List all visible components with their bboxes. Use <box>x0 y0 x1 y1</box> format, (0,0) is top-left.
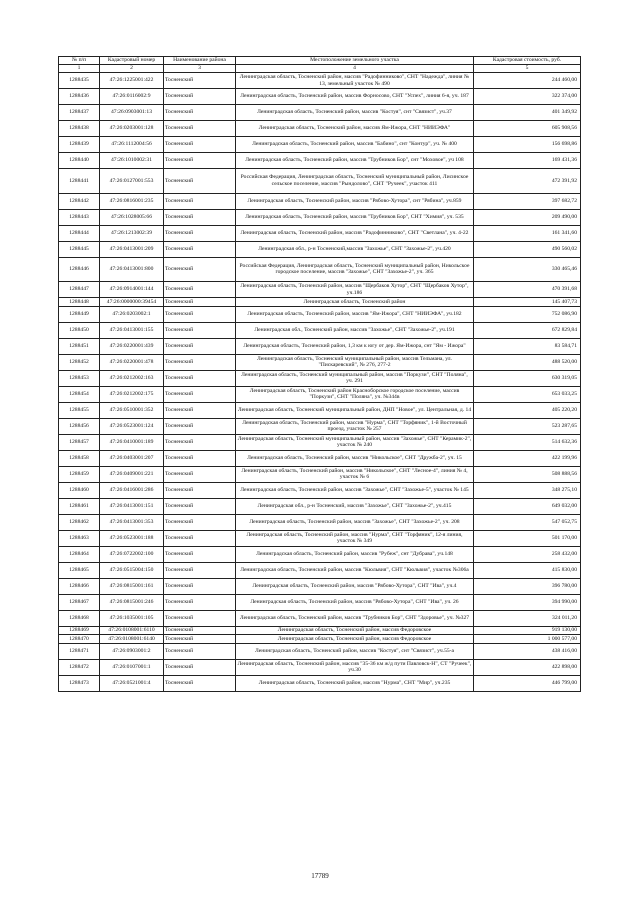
district-name: Тосненский <box>164 482 236 498</box>
table-row <box>59 578 581 594</box>
cadastral-value: 438 416,00 <box>474 643 581 659</box>
cadastral-value: 919 130,00 <box>474 626 581 635</box>
cadastral-value: 169 431,36 <box>474 153 581 169</box>
row-number: 1288456 <box>59 418 100 434</box>
table-row <box>59 530 581 546</box>
cadastral-number: 47:26:0410001:189 <box>100 434 164 450</box>
district-name: Тосненский <box>164 514 236 530</box>
district-name: Тосненский <box>164 546 236 562</box>
location: Ленинградская область, Тосненский район, массив "Рубеж", снт "Дубрава", уч.148 <box>236 546 474 562</box>
table-row <box>59 137 581 153</box>
district-name: Тосненский <box>164 402 236 418</box>
cadastral-number: 47:26:0416001:286 <box>100 482 164 498</box>
cadastral-value: 490 560,02 <box>474 241 581 257</box>
district-name: Тосненский <box>164 370 236 386</box>
cadastral-number: 47:26:0000000:39454 <box>100 298 164 307</box>
cadastral-value: 401 349,92 <box>474 105 581 121</box>
cadastral-value: 514 632,36 <box>474 434 581 450</box>
cadastral-value: 508 888,56 <box>474 466 581 482</box>
location: Российская Федерация, Ленинградская область, Тосненский муниципальный район, Никольское городское поселение, массив "Захожье", СНТ "Захожье-2", уч. 365 <box>236 257 474 282</box>
table-row <box>59 514 581 530</box>
location: Ленинградская область, Тосненский район, массив Федоровское <box>236 635 474 644</box>
cadastral-number: 47:26:0413001:155 <box>100 322 164 338</box>
row-number: 1288459 <box>59 466 100 482</box>
district-name: Тосненский <box>164 675 236 691</box>
row-number: 1288437 <box>59 105 100 121</box>
table-row <box>59 306 581 322</box>
location: Ленинградская область, Тосненский район, массив "Захожье", СНТ "Захожье-5", участок № 145 <box>236 482 474 498</box>
row-number: 1288468 <box>59 610 100 626</box>
table-row <box>59 193 581 209</box>
row-number: 1288457 <box>59 434 100 450</box>
district-name: Тосненский <box>164 418 236 434</box>
cadastral-value: 488 520,00 <box>474 354 581 370</box>
cadastral-number: 47:26:1028005:66 <box>100 209 164 225</box>
row-number: 1288454 <box>59 386 100 402</box>
table-row <box>59 354 581 370</box>
cadastral-value: 145 407,73 <box>474 298 581 307</box>
row-number: 1288461 <box>59 498 100 514</box>
location: Ленинградская область, Тосненский район <box>236 298 474 307</box>
district-name: Тосненский <box>164 635 236 644</box>
cadastral-value: 605 908,56 <box>474 121 581 137</box>
row-number: 1288453 <box>59 370 100 386</box>
table-row <box>59 434 581 450</box>
cadastral-number: 47:26:1213002:39 <box>100 225 164 241</box>
row-number: 1288450 <box>59 322 100 338</box>
row-number: 1288455 <box>59 402 100 418</box>
location: Ленинградская область, Тосненский район, массив "Радофинниково", СНТ "Надежда", линия № 13, земельный участок № 490 <box>236 73 474 89</box>
cadastral-number: 47:26:1112004:56 <box>100 137 164 153</box>
row-number: 1288443 <box>59 209 100 225</box>
row-number: 1288449 <box>59 306 100 322</box>
location: Ленинградская область, Тосненский район, массив "Захожье", СНТ "Захожье-2", уч. 208 <box>236 514 474 530</box>
cadastral-number: 47:26:0815001:161 <box>100 578 164 594</box>
district-name: Тосненский <box>164 659 236 675</box>
location: Ленинградская область, Тосненский район, массив "35-36 км ж/д пути Павловск-Н", СТ "Ручеек", уч.30 <box>236 659 474 675</box>
row-number: 1288472 <box>59 659 100 675</box>
district-name: Тосненский <box>164 257 236 282</box>
header-location: Местоположение земельного участка <box>236 57 474 65</box>
table-row <box>59 386 581 402</box>
cadastral-value: 649 032,00 <box>474 498 581 514</box>
cadastral-number: 47:26:1225001:422 <box>100 73 164 89</box>
cadastral-number: 47:26:0523001:124 <box>100 418 164 434</box>
table-row <box>59 209 581 225</box>
location: Ленинградская область, Тосненский район, массив "Нурма", СНТ "Торфяник", 12-я линия, участок № 349 <box>236 530 474 546</box>
location: Ленинградская область, Тосненский муниципальный район, массив "Захожье", СНТ "Керамик-2", участок № 240 <box>236 434 474 450</box>
row-number: 1288451 <box>59 338 100 354</box>
cadastral-number: 47:26:0108001:6110 <box>100 626 164 635</box>
location: Ленинградская область, Тосненский район, массив "Костуя", снт "Связист", уч.55-а <box>236 643 474 659</box>
table-row <box>59 402 581 418</box>
table-row <box>59 105 581 121</box>
district-name: Тосненский <box>164 121 236 137</box>
district-name: Тосненский <box>164 578 236 594</box>
cadastral-value: 324 011,20 <box>474 610 581 626</box>
location: Ленинградская область, Тосненский район, массив "Костуя", снт "Связист", уч.37 <box>236 105 474 121</box>
column-number: 5 <box>474 65 581 73</box>
row-number: 1288447 <box>59 282 100 298</box>
cadastral-value: 394 990,00 <box>474 594 581 610</box>
cadastral-number: 47:26:0816001:235 <box>100 193 164 209</box>
column-number: 4 <box>236 65 474 73</box>
district-name: Тосненский <box>164 562 236 578</box>
table-row <box>59 626 581 635</box>
cadastral-value-table <box>58 56 581 692</box>
table-row <box>59 121 581 137</box>
row-number: 1288464 <box>59 546 100 562</box>
row-number: 1288466 <box>59 578 100 594</box>
district-name: Тосненский <box>164 306 236 322</box>
cadastral-number: 47:26:0722002:100 <box>100 546 164 562</box>
district-name: Тосненский <box>164 338 236 354</box>
row-number: 1288458 <box>59 450 100 466</box>
column-number-row <box>59 65 581 73</box>
location: Ленинградская область, Тосненский муниципальный район, ДНП "Новое", ул. Центральная, д. 14 <box>236 402 474 418</box>
location: Ленинградская область, Тосненский район, массив "Нурма", СНТ "Мир", уч.235 <box>236 675 474 691</box>
column-number: 2 <box>100 65 164 73</box>
location: Ленинградская область, Тосненский район, массив "Бабино", снт "Контур", уч. № 400 <box>236 137 474 153</box>
location: Ленинградская область, Тосненский район, массив "Трубников Бор", снт "Моховое", уч 108 <box>236 153 474 169</box>
table-header-row <box>59 57 581 65</box>
district-name: Тосненский <box>164 322 236 338</box>
district-name: Тосненский <box>164 434 236 450</box>
table-row <box>59 450 581 466</box>
row-number: 1288467 <box>59 594 100 610</box>
district-name: Тосненский <box>164 298 236 307</box>
cadastral-value: 209 490,00 <box>474 209 581 225</box>
table-body <box>59 73 581 692</box>
row-number: 1288463 <box>59 530 100 546</box>
cadastral-value: 547 052,75 <box>474 514 581 530</box>
column-number: 1 <box>59 65 100 73</box>
row-number: 1288473 <box>59 675 100 691</box>
row-number: 1288470 <box>59 635 100 644</box>
district-name: Тосненский <box>164 643 236 659</box>
cadastral-value: 422 199,96 <box>474 450 581 466</box>
cadastral-value: 470 391,68 <box>474 282 581 298</box>
cadastral-value: 330 465,46 <box>474 257 581 282</box>
location: Ленинградская область, Тосненский район, массив "Щербаков Хутор", СНТ "Щербаков Хутор", уч.186 <box>236 282 474 298</box>
location: Ленинградская область, Тосненский муниципальный район, массив Тельмана, ул. "Пискаревский", № 276, 277-2 <box>236 354 474 370</box>
column-number: 3 <box>164 65 236 73</box>
row-number: 1288445 <box>59 241 100 257</box>
district-name: Тосненский <box>164 466 236 482</box>
cadastral-number: 47:26:1035001:105 <box>100 610 164 626</box>
cadastral-number: 47:26:0212002:163 <box>100 370 164 386</box>
table-row <box>59 322 581 338</box>
row-number: 1288465 <box>59 562 100 578</box>
district-name: Тосненский <box>164 594 236 610</box>
cadastral-number: 47:26:0220001:439 <box>100 338 164 354</box>
header-row-number: № п/п <box>59 57 100 65</box>
location: Ленинградская область, Тосненский район Красноборское городское поселение, массив "Поркузи", СНТ "Поляна", уч. №344в <box>236 386 474 402</box>
location: Ленинградская обл., р-н Тосненский, массив "Захожье", СНТ "Захожье-2", уч.415 <box>236 498 474 514</box>
cadastral-number: 47:26:0903001:2 <box>100 643 164 659</box>
table-row <box>59 153 581 169</box>
cadastral-number: 47:26:0515004:150 <box>100 562 164 578</box>
cadastral-value: 523 287,65 <box>474 418 581 434</box>
cadastral-value: 396 780,00 <box>474 578 581 594</box>
cadastral-number: 47:26:0521001:4 <box>100 675 164 691</box>
location: Ленинградская область, Тосненский район, массив "Рябово-Хутора", снт "Рябина", уч.859 <box>236 193 474 209</box>
cadastral-value: 415 830,00 <box>474 562 581 578</box>
cadastral-number: 47:26:0203002:1 <box>100 306 164 322</box>
cadastral-value: 156 698,86 <box>474 137 581 153</box>
location: Российская Федерация, Ленинградская область, Тосненский муниципальный район, Лисинское сельское поселение, массив "Рындолово", СНТ "Ручеек", участок 411 <box>236 169 474 194</box>
district-name: Тосненский <box>164 354 236 370</box>
cadastral-number: 47:26:0914001:144 <box>100 282 164 298</box>
row-number: 1288448 <box>59 298 100 307</box>
cadastral-number: 47:26:0413001:800 <box>100 257 164 282</box>
row-number: 1288462 <box>59 514 100 530</box>
cadastral-value: 472 391,92 <box>474 169 581 194</box>
location: Ленинградская область, Тосненский район, массив "Никольское", СНТ "Лесное-4", линия № 4, участок № 6 <box>236 466 474 482</box>
location: Ленинградская область, Тосненский район, массив "Нурма", СНТ "Торфяник", 1-й Восточный проезд, участок № 257 <box>236 418 474 434</box>
cadastral-number: 47:26:0203001:128 <box>100 121 164 137</box>
row-number: 1288438 <box>59 121 100 137</box>
location: Ленинградская область, Тосненский район, массив Форносово, СНТ "Успех", линия 6-я, уч. 187 <box>236 89 474 105</box>
cadastral-number: 47:26:0413001:353 <box>100 514 164 530</box>
table-row <box>59 225 581 241</box>
district-name: Тосненский <box>164 209 236 225</box>
district-name: Тосненский <box>164 386 236 402</box>
cadastral-number: 47:26:0403001:207 <box>100 450 164 466</box>
table-row <box>59 562 581 578</box>
row-number: 1288440 <box>59 153 100 169</box>
cadastral-value: 348 275,10 <box>474 482 581 498</box>
district-name: Тосненский <box>164 225 236 241</box>
cadastral-value: 161 341,60 <box>474 225 581 241</box>
location: Ленинградская область, Тосненский район, массив "Ям-Ижора", СНТ "НИИЭФА", уч.182 <box>236 306 474 322</box>
cadastral-value: 422 898,00 <box>474 659 581 675</box>
table-row <box>59 298 581 307</box>
cadastral-value: 446 799,00 <box>474 675 581 691</box>
row-number: 1288460 <box>59 482 100 498</box>
district-name: Тосненский <box>164 241 236 257</box>
table-row <box>59 257 581 282</box>
district-name: Тосненский <box>164 530 236 546</box>
cadastral-value: 244 460,00 <box>474 73 581 89</box>
row-number: 1288471 <box>59 643 100 659</box>
location: Ленинградская область, Тосненский район, 1,3 км к югу от дер. Ям-Ижора, снт "Ям - Ижора" <box>236 338 474 354</box>
row-number: 1288442 <box>59 193 100 209</box>
row-number: 1288446 <box>59 257 100 282</box>
table-row <box>59 610 581 626</box>
header-cadastral-number: Кадастровый номер <box>100 57 164 65</box>
district-name: Тосненский <box>164 193 236 209</box>
cadastral-number: 47:26:0523001:188 <box>100 530 164 546</box>
district-name: Тосненский <box>164 89 236 105</box>
district-name: Тосненский <box>164 610 236 626</box>
cadastral-value: 322 374,00 <box>474 89 581 105</box>
district-name: Тосненский <box>164 498 236 514</box>
location: Ленинградская обл., р-н Тосненский,массив "Захожье", СНТ "Захожье-2", уч.420 <box>236 241 474 257</box>
table-row <box>59 498 581 514</box>
district-name: Тосненский <box>164 73 236 89</box>
cadastral-value: 83 584,71 <box>474 338 581 354</box>
location: Ленинградская область, Тосненский район, массив "Кюльвия", СНТ "Кюльвия", участок №306а <box>236 562 474 578</box>
location: Ленинградская область, Тосненский район, массив "Рябово-Хутора", СНТ "Ива", уч.4 <box>236 578 474 594</box>
location: Ленинградская область, Тосненский муниципальный район, массив "Поркузи", СНТ "Поляна", уч. 291 <box>236 370 474 386</box>
table-row <box>59 659 581 675</box>
header-cadastral-value: Кадастровая стоимость, руб. <box>474 57 581 65</box>
table-row <box>59 89 581 105</box>
location: Ленинградская область, Тосненский район, массив "Рябово-Хутора", СНТ "Ива", уч. 26 <box>236 594 474 610</box>
district-name: Тосненский <box>164 282 236 298</box>
table-row <box>59 643 581 659</box>
row-number: 1288435 <box>59 73 100 89</box>
cadastral-number: 47:26:0903001:13 <box>100 105 164 121</box>
cadastral-number: 47:26:0220001:478 <box>100 354 164 370</box>
location: Ленинградская область, Тосненский район, массив "Никольское", СНТ "Дружба-2", уч. 15 <box>236 450 474 466</box>
table-row <box>59 338 581 354</box>
row-number: 1288452 <box>59 354 100 370</box>
cadastral-number: 47:26:0815001:246 <box>100 594 164 610</box>
location: Ленинградская область, Тосненский район, массив Федоровское <box>236 626 474 635</box>
row-number: 1288444 <box>59 225 100 241</box>
location: Ленинградская область, Тосненский район, массив "Трубников Бор", СНТ "Химия", уч. 535 <box>236 209 474 225</box>
page-number: 17789 <box>311 872 329 880</box>
row-number: 1288439 <box>59 137 100 153</box>
table-row <box>59 482 581 498</box>
district-name: Тосненский <box>164 105 236 121</box>
table-row <box>59 241 581 257</box>
table-row <box>59 73 581 89</box>
cadastral-value: 672 829,84 <box>474 322 581 338</box>
table-row <box>59 635 581 644</box>
cadastral-number: 47:26:0127001:553 <box>100 169 164 194</box>
cadastral-number: 47:26:0212002:175 <box>100 386 164 402</box>
table-row <box>59 466 581 482</box>
cadastral-value: 405 220,20 <box>474 402 581 418</box>
location: Ленинградская обл., Тосненский район, массив "Захожье", СНТ "Захожье-2", уч.191 <box>236 322 474 338</box>
cadastral-number: 47:26:0413001:151 <box>100 498 164 514</box>
row-number: 1288469 <box>59 626 100 635</box>
district-name: Тосненский <box>164 153 236 169</box>
table-row <box>59 594 581 610</box>
cadastral-number: 47:26:1010002:31 <box>100 153 164 169</box>
cadastral-value: 752 086,90 <box>474 306 581 322</box>
table-row <box>59 169 581 194</box>
district-name: Тосненский <box>164 137 236 153</box>
location: Ленинградская область, Тосненский район, массив Ям-Ижора, СНТ "НИИЭФА" <box>236 121 474 137</box>
cadastral-number: 47:26:0409001:221 <box>100 466 164 482</box>
cadastral-number: 47:26:0510001:352 <box>100 402 164 418</box>
cadastral-value: 501 170,00 <box>474 530 581 546</box>
cadastral-number: 47:26:0108001:6140 <box>100 635 164 644</box>
table-row <box>59 675 581 691</box>
row-number: 1288441 <box>59 169 100 194</box>
table-row <box>59 282 581 298</box>
row-number: 1288436 <box>59 89 100 105</box>
table-row <box>59 418 581 434</box>
cadastral-value: 258 432,00 <box>474 546 581 562</box>
cadastral-value: 1 000 577,00 <box>474 635 581 644</box>
header-district-name: Наименование района <box>164 57 236 65</box>
district-name: Тосненский <box>164 626 236 635</box>
location: Ленинградская область, Тосненский район, массив "Радофинниково", СНТ "Светлана", уч. 4-22 <box>236 225 474 241</box>
cadastral-value: 653 033,25 <box>474 386 581 402</box>
location: Ленинградская область, Тосненский район, массив "Трубников Бор", СНТ "Здоровье", уч. №327 <box>236 610 474 626</box>
cadastral-number: 47:26:0116002:9 <box>100 89 164 105</box>
cadastral-value: 397 682,72 <box>474 193 581 209</box>
table-row <box>59 546 581 562</box>
cadastral-number: 47:26:0107001:1 <box>100 659 164 675</box>
cadastral-value: 630 319,05 <box>474 370 581 386</box>
table-row <box>59 370 581 386</box>
district-name: Тосненский <box>164 450 236 466</box>
district-name: Тосненский <box>164 169 236 194</box>
cadastral-number: 47:26:0413001:209 <box>100 241 164 257</box>
